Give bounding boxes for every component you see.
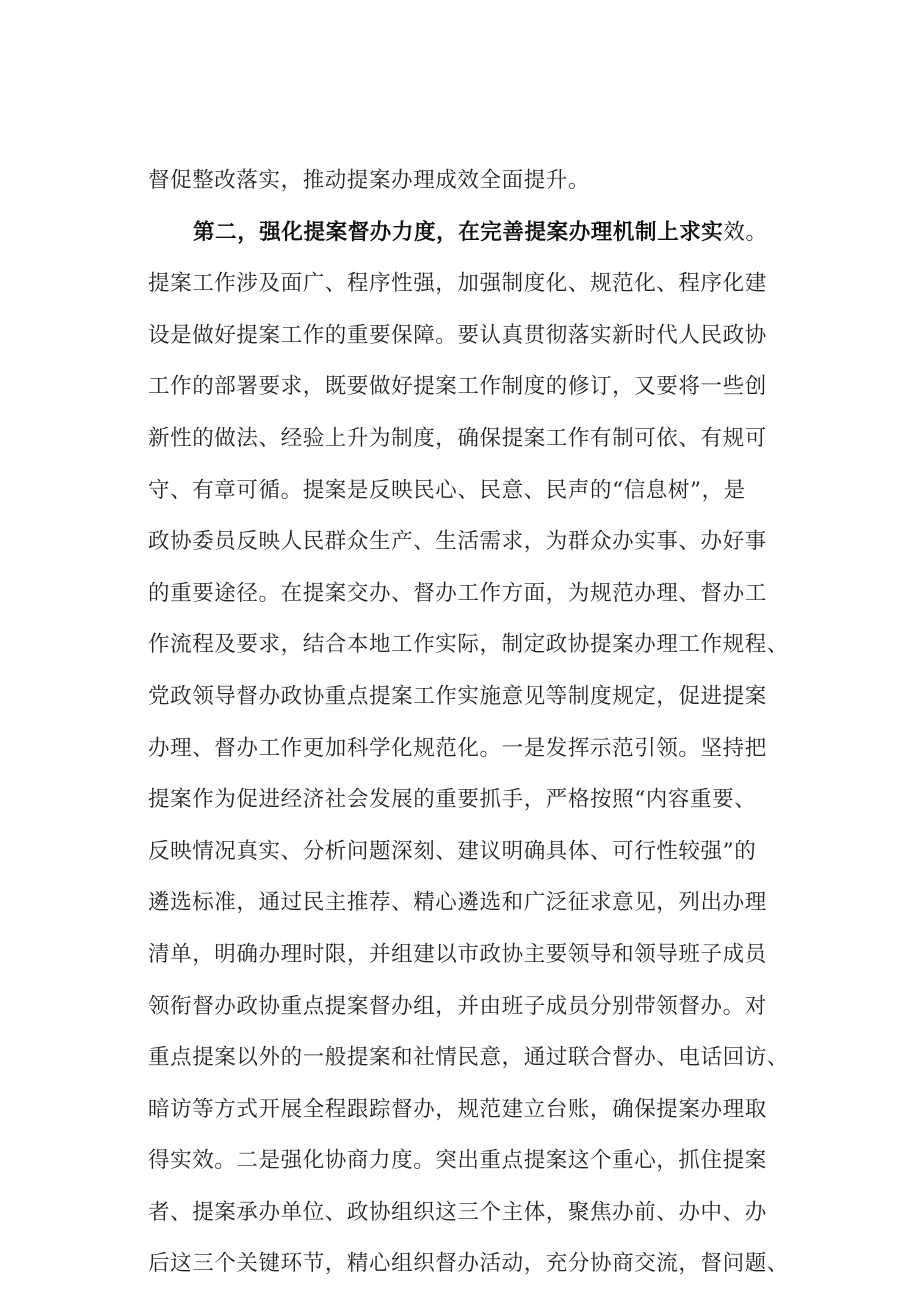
text-line-1: 督促整改落实，推动提案办理成效全面提升。	[148, 168, 591, 193]
text-line-16: 清单，明确办理时限，并组建以市政协主要领导和领导班子成员	[148, 941, 767, 967]
text-line-8: 政协委员反映人民群众生产、生活需求，为群众办实事、办好事	[148, 529, 767, 555]
text-line-7: 守、有章可循。提案是反映民心、民意、民声的“信息树”，是	[148, 477, 746, 503]
text-line-19: 暗访等方式开展全程跟踪督办，规范建立台账，确保提案办理取	[148, 1096, 767, 1122]
text-line-3: 提案工作涉及面广、程序性强，加强制度化、规范化、程序化建	[148, 271, 767, 297]
text-line-21: 者、提案承办单位、政协组织这三个主体，聚焦办前、办中、办	[148, 1199, 767, 1225]
text-line-5: 工作的部署要求，既要做好提案工作制度的修订，又要将一些创	[148, 374, 767, 400]
text-line-18: 重点提案以外的一般提案和社情民意，通过联合督办、电话回访、	[148, 1045, 789, 1071]
text-line-11: 党政领导督办政协重点提案工作实施意见等制度规定，促进提案	[148, 683, 767, 709]
text-line-17: 领衔督办政协重点提案督办组，并由班子成员分别带领督办。对	[148, 993, 767, 1019]
text-line-22: 后这三个关键环节，精心组织督办活动，充分协商交流，督问题、	[148, 1251, 789, 1277]
section-heading-bold: 第二，强化提案督办力度，在完善提案办理机制上求实	[193, 219, 724, 245]
text-line-9: 的重要途径。在提案交办、督办工作方面，为规范办理、督办工	[148, 580, 767, 606]
text-line-6: 新性的做法、经验上升为制度，确保提案工作有制可依、有规可	[148, 425, 767, 451]
text-line-4: 设是做好提案工作的重要保障。要认真贯彻落实新时代人民政协	[148, 322, 767, 348]
text-line-15: 遴选标准，通过民主推荐、精心遴选和广泛征求意见，列出办理	[148, 890, 767, 916]
text-line-14: 反映情况真实、分析问题深刻、建议明确具体、可行性较强”的	[148, 838, 757, 864]
section-heading	[148, 207, 828, 259]
text-line-13: 提案作为促进经济社会发展的重要抓手，严格按照“内容重要、	[148, 787, 757, 813]
text-line-20: 得实效。二是强化协商力度。突出重点提案这个重心，抓住提案	[148, 1148, 767, 1174]
section-heading-tail: 效。	[723, 219, 768, 245]
text-line-10: 作流程及要求，结合本地工作实际，制定政协提案办理工作规程、	[148, 632, 789, 658]
text-line-12: 办理、督办工作更加科学化规范化。一是发挥示范引领。坚持把	[148, 735, 767, 761]
document-body	[148, 155, 828, 1290]
